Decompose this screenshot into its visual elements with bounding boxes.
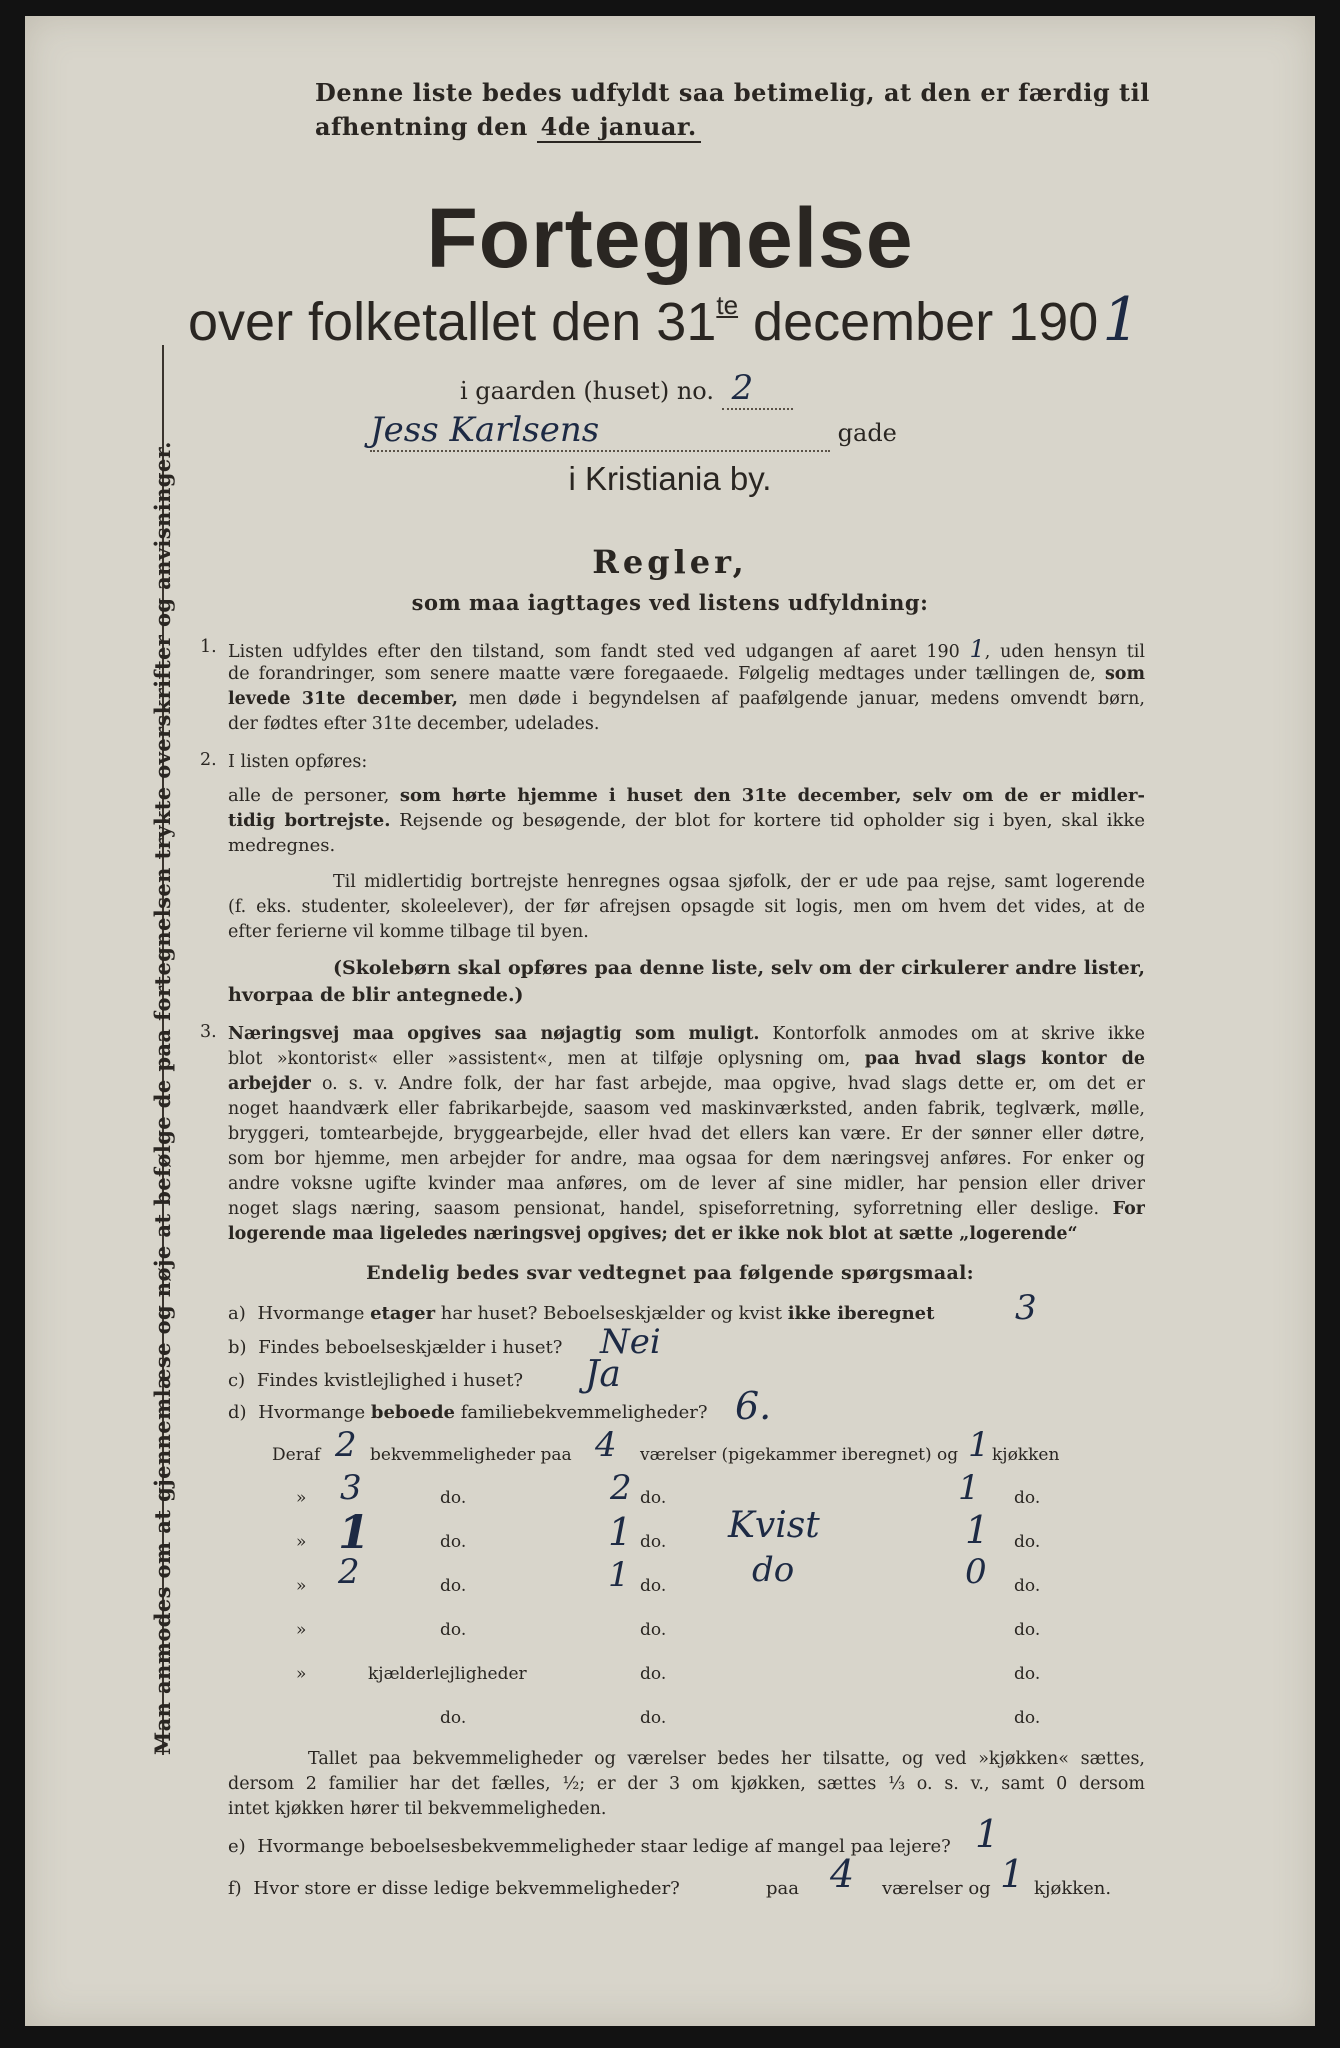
question-f: f) Hvor store er disse ledige bekvemmeligheder? [228,1878,680,1899]
notice-line-1: Denne liste bedes udfyldt saa betimelig, at den er færdig til [315,78,1150,107]
form-subtitle: over folketallet den $31^{te}$ december 1901 [188,285,1141,355]
rule-1-year-handwritten: 1 [969,637,985,663]
pickup-date: 4de januar. [537,112,701,143]
answer-b: Nei [600,1322,661,1362]
street-name: Jess Karlsens [370,410,830,452]
answer-f-kitchen: 1 [1000,1852,1025,1896]
question-d: d) Hvormange beboede familiebekvemmeligheder? [228,1402,708,1423]
row-1-count: 2 [335,1425,357,1465]
answer-f-rooms: 4 [830,1852,855,1896]
rules-heading: Regler, [592,543,748,581]
row-4-kitchen: 0 [965,1552,987,1592]
rule-2: I listen opføres: [228,752,368,772]
form-title: Fortegnelse [426,191,914,285]
questions-intro: Endelig bedes svar vedtegnet paa følgende spørgsmaal: [366,1262,974,1284]
row-4-count: 2 [338,1552,360,1592]
footer-note: Tallet paa bekvemmeligheder og værelser bedes her tilsatte, og ved »kjøkken« sættes, dersom 2 familier har det fælles, ½; er der 3 om kjøkken, sættes ⅓ o. s. v., samt 0 dersom intet kjøkken hører til bekvemmeligheden. [228,1749,1145,1819]
answer-a: 3 [1015,1288,1037,1328]
row-2-count: 3 [340,1468,362,1508]
house-number: 2 [722,368,794,410]
row-3-kitchen: 1 [965,1508,990,1552]
answer-e: 1 [975,1812,1000,1856]
rule-1: Listen udfyldes efter den tilstand, som fandt sted ved udgangen af aaret 190 1, uden hensyn til [228,637,1145,663]
rule-3: Næringsvej maa opgives saa nøjagtig som muligt. Kontorfolk anmodes om at skrive ikke blot »kontorist« eller »assistent«, men at tilføje oplysning om, paa hvad slags kontor de arbejder o. s. v. Andre folk, der har fast arbejde, maa opgive, hvad slags dette er, om det er noget haandværk eller fabrikarbejde, saasom ved maskinværksted, anden fabrik, teglværk, mølle, bryggeri, tomtearbejde, bryggearbejde, eller hvad det ellers kan være. Er der sønner eller døtre, som bor hjemme, men arbejder for andre, maa ogsaa for dem næringsvej anføres. For enker og andre voksne ugifte kvinder maa anføres, om de lever af sine midler, har pension eller driver noget slags næring, saasom pensionat, handel, spiseforretning, syforretning eller deslige. For logerende maa ligeledes næringsvej opgives; det er ikke nok blot at sætte „logerende“ [228,1024,1145,1244]
row-1-rooms: 4 [595,1425,617,1465]
question-e: e) Hvormange beboelsesbekvemmeligheder staar ledige af mangel paa lejere? [228,1836,951,1857]
answer-d: 6. [735,1384,772,1428]
row-3-note: Kvist [728,1505,820,1546]
row-3-rooms: 1 [608,1510,633,1554]
house-number-line: i gaarden (huset) no. 2 [460,368,793,408]
answer-c: Ja [585,1354,621,1395]
row-3-count: 1 [338,1505,371,1559]
city-line: i Kristiania by. [568,460,772,497]
row-4-rooms: 1 [608,1555,630,1595]
side-instruction: Man anmodes om at gjennemlæse og nøje at befølge de paa fortegnelsen trykte overskrifter og anvisninger. [150,441,175,1755]
row-2-rooms: 2 [610,1468,632,1508]
question-c: c) Findes kvistlejlighed i huset? [228,1370,524,1391]
question-a: a) Hvormange etager har huset? Beboelseskjælder og kvist ikke iberegnet [228,1303,935,1324]
street-line: Jess Karlsens gade [370,410,897,450]
row-4-note: do [752,1550,795,1590]
year-digit-handwritten: 1 [1102,285,1141,355]
header-notice [315,76,1155,144]
row-1-kitchen: 1 [968,1425,990,1465]
notice-line-2: afhentning den 4de januar. [315,110,1155,144]
rules-subheading: som maa iagttages ved listens udfyldning: [411,590,929,615]
question-b: b) Findes beboelseskjælder i huset? [228,1337,563,1358]
row-2-kitchen: 1 [958,1468,980,1508]
